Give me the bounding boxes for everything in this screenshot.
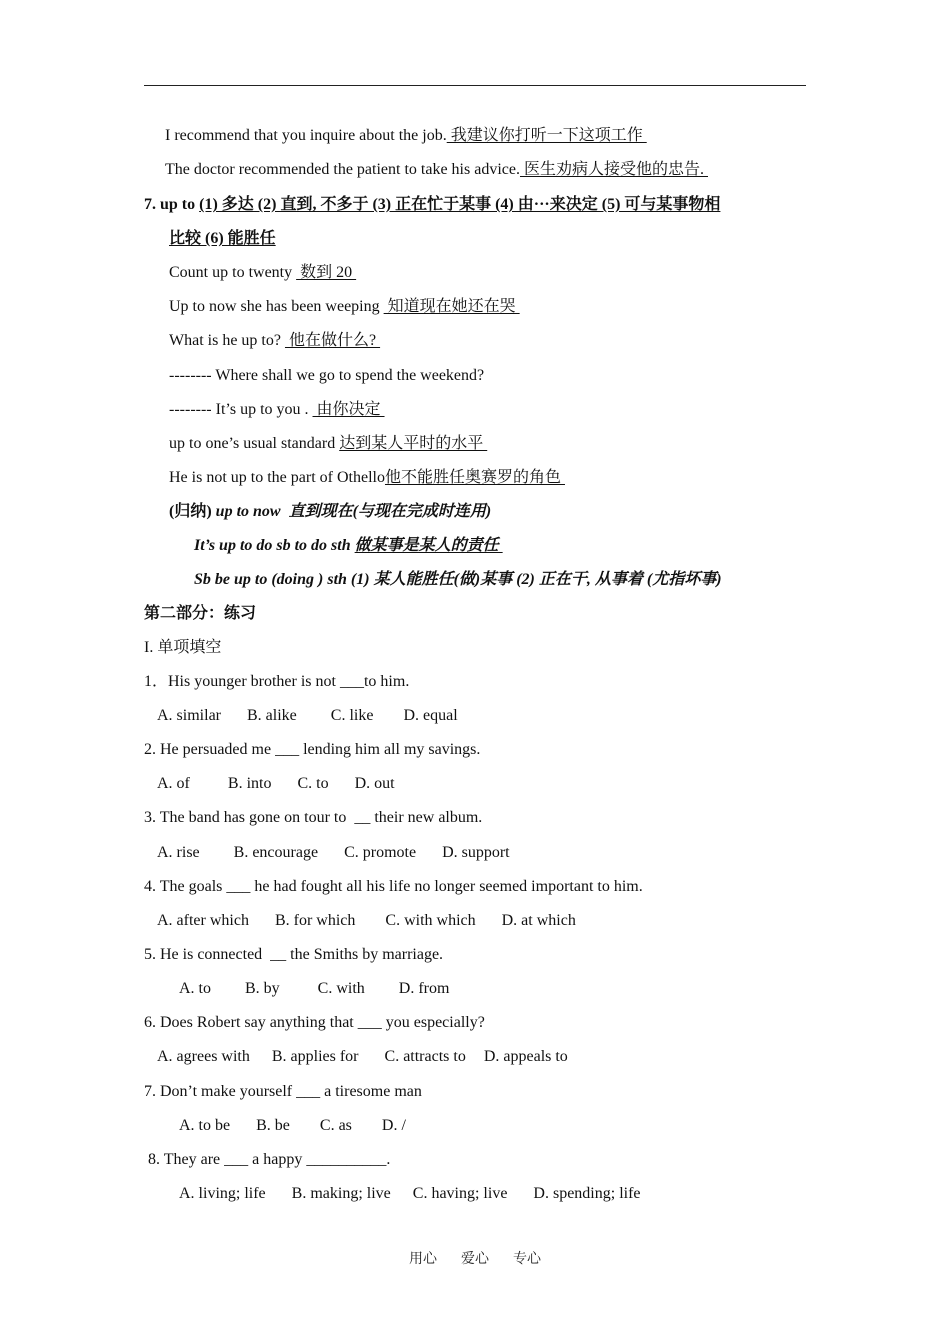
option: C. to: [297, 775, 329, 792]
options-row: [179, 1116, 406, 1136]
option: B. alike: [247, 707, 297, 724]
summary-line: (归纳) up to now 直到现在(与现在完成时连用): [169, 503, 492, 520]
option: D. equal: [403, 707, 458, 724]
option: C. attracts to: [384, 1048, 466, 1065]
page-footer: [0, 1248, 950, 1268]
option: B. for which: [274, 912, 356, 929]
option: A. rise: [157, 844, 200, 861]
option: B. be: [256, 1117, 290, 1134]
question: 3. The band has gone on tour to __ their new album.: [144, 809, 483, 826]
question: 1．His younger brother is not ___to him.: [144, 673, 410, 690]
example-line: Up to now she has been weeping 知道现在她还在哭: [169, 298, 520, 315]
options-row: [157, 706, 458, 726]
options-row: [157, 774, 395, 794]
part2-title: 第二部分：练习: [144, 605, 257, 622]
option: B. into: [227, 775, 272, 792]
question: 5. He is connected __ the Smiths by marriage.: [144, 946, 444, 963]
item7-heading: 7. up to (1) 多达 (2) 直到, 不多于 (3) 正在忙于某事 (4) 由···来决定 (5) 可与某事物相: [144, 196, 721, 213]
example-line: The doctor recommended the patient to take his advice. 医生劝病人接受他的忠告.: [165, 161, 708, 178]
footer-text: 爱心: [461, 1252, 489, 1267]
example-line: What is he up to? 他在做什么?: [169, 332, 381, 349]
question: 2. He persuaded me ___ lending him all my savings.: [144, 741, 481, 758]
example-line: Count up to twenty 数到 20: [169, 264, 357, 281]
option: D. spending; life: [533, 1185, 641, 1202]
options-row: [157, 911, 576, 931]
question: 7. Don’t make yourself ___ a tiresome man: [144, 1083, 422, 1100]
option: D. /: [381, 1117, 406, 1134]
option: A. similar: [157, 707, 221, 724]
section-title: I. 单项填空: [144, 639, 222, 656]
footer-text: 用心: [409, 1252, 437, 1267]
option: A. after which: [157, 912, 249, 929]
option: B. applies for: [271, 1048, 359, 1065]
option: D. appeals to: [483, 1048, 568, 1065]
option: D. out: [354, 775, 395, 792]
item7-heading-cont: 比较 (6) 能胜任: [169, 230, 276, 247]
options-row: [157, 1047, 568, 1067]
options-row: [157, 843, 510, 863]
option: A. to: [179, 980, 211, 997]
question: 8. They are ___ a happy __________.: [144, 1151, 391, 1168]
header-rule: [144, 85, 806, 86]
option: C. like: [330, 707, 374, 724]
example-line: I recommend that you inquire about the job. 我建议你打听一下这项工作: [165, 127, 647, 144]
question: 4. The goals ___ he had fought all his life no longer seemed important to him.: [144, 878, 643, 895]
option: A. of: [157, 775, 190, 792]
option: D. at which: [501, 912, 576, 929]
option: D. from: [398, 980, 450, 997]
example-line: -------- It’s up to you . 由你决定: [169, 401, 385, 418]
summary-line: Sb be up to (doing ) sth (1) 某人能胜任(做)某事 (2) 正在干, 从事着 (尤指坏事): [194, 571, 722, 588]
footer-text: 专心: [513, 1252, 541, 1267]
options-row: [179, 1184, 641, 1204]
option: A. to be: [179, 1117, 231, 1134]
summary-line: It’s up to do sb to do sth 做某事是某人的责任: [194, 537, 503, 554]
option: C. having; live: [412, 1185, 508, 1202]
option: C. with which: [385, 912, 476, 929]
example-line: He is not up to the part of Othello他不能胜任奥赛罗的角色: [169, 469, 565, 486]
option: B. encourage: [233, 844, 319, 861]
option: A. agrees with: [157, 1048, 250, 1065]
option: C. as: [319, 1117, 352, 1134]
option: C. promote: [344, 844, 417, 861]
option: C. with: [317, 980, 365, 997]
example-line: up to one’s usual standard 达到某人平时的水平: [169, 435, 488, 452]
example-line: -------- Where shall we go to spend the weekend?: [169, 367, 485, 384]
option: D. support: [442, 844, 510, 861]
options-row: [179, 979, 449, 999]
question: 6. Does Robert say anything that ___ you especially?: [144, 1014, 485, 1031]
option: B. by: [245, 980, 280, 997]
option: A. living; life: [179, 1185, 266, 1202]
option: B. making; live: [291, 1185, 391, 1202]
